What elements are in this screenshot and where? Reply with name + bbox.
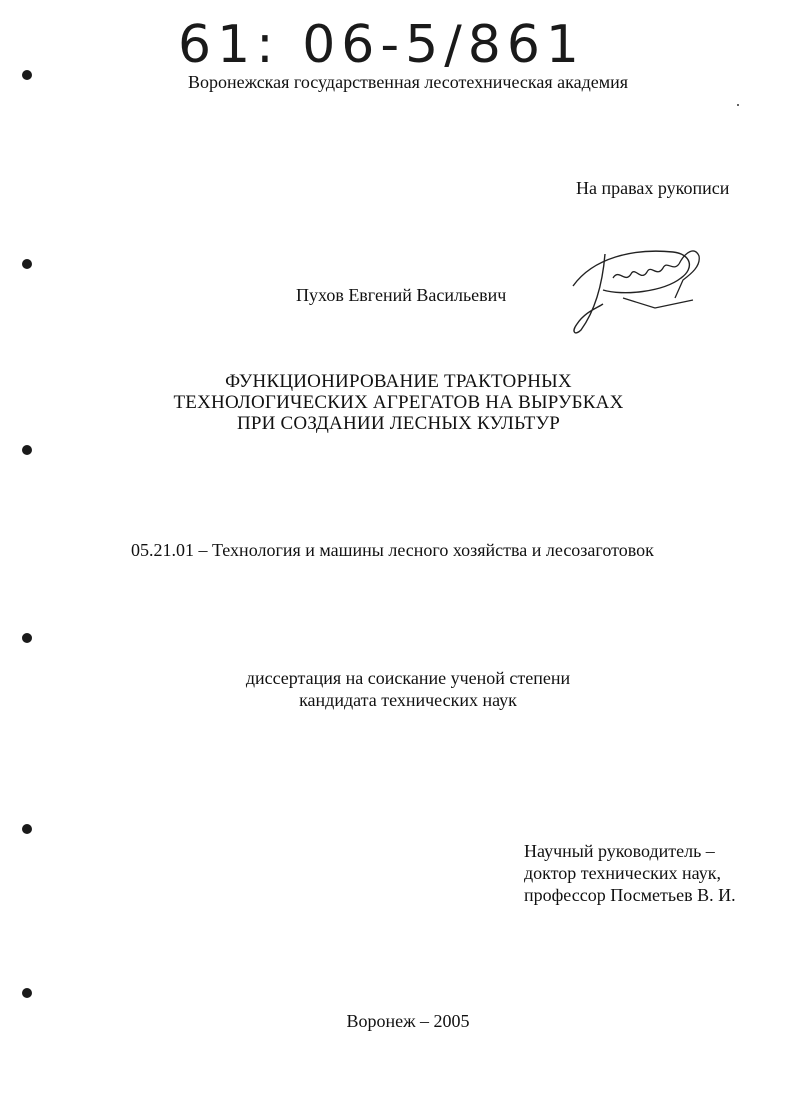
manuscript-rights-note: На правах рукописи [576,178,730,198]
city-year: Воронеж – 2005 [346,1011,470,1031]
supervisor-line: профессор Посметьев В. И. [524,885,736,905]
scan-speck [737,104,739,106]
binding-hole-mark [22,259,32,269]
archive-number-text: 61: 06-5/861 [178,15,586,75]
dissertation-title-line: ПРИ СОЗДАНИИ ЛЕСНЫХ КУЛЬТУР [236,413,561,434]
author-signature [563,238,713,338]
handwritten-archive-number [170,6,690,76]
binding-hole-mark [22,445,32,455]
author-name: Пухов Евгений Васильевич [296,285,507,305]
supervisor-block [524,840,736,906]
specialty-code: 05.21.01 – Технология и машины лесного хозяйства и лесозаготовок [131,540,654,560]
supervisor-line: доктор технических наук, [524,863,721,883]
supervisor-line: Научный руководитель – [524,841,715,861]
degree-line: диссертация на соискание ученой степени [245,668,571,688]
dissertation-title-line: ТЕХНОЛОГИЧЕСКИХ АГРЕГАТОВ НА ВЫРУБКАХ [173,392,624,413]
binding-hole-mark [22,824,32,834]
institution-name: Воронежская государственная лесотехническая академия [187,72,629,92]
binding-hole-mark [22,988,32,998]
binding-hole-mark [22,633,32,643]
degree-line: кандидата технических наук [299,690,517,710]
signature-text: Пухов [621,282,624,283]
dissertation-title-line: ФУНКЦИОНИРОВАНИЕ ТРАКТОРНЫХ [225,371,572,392]
